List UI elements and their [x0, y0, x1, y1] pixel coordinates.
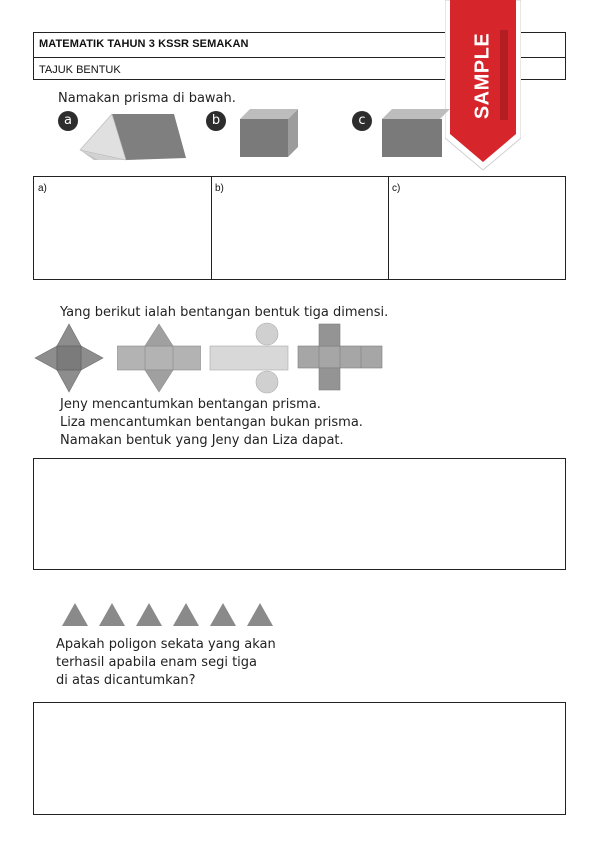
q1-answer-label-b: b) [215, 183, 224, 194]
triangle-shape [136, 603, 162, 626]
q1-table-divider-2 [388, 177, 389, 279]
q2-intro: Yang berikut ialah bentangan bentuk tiga dimensi. [60, 305, 389, 320]
net-cube [297, 322, 383, 392]
q1-answer-label-c: c) [392, 183, 401, 194]
q3-line-2: terhasil apabila enam segi tiga [56, 655, 257, 670]
q1-badge-a: a [58, 111, 78, 131]
triangle-shape [210, 603, 236, 626]
sample-ribbon [445, 0, 521, 172]
six-triangles-row [62, 603, 292, 629]
q1-prompt: Namakan prisma di bawah. [58, 91, 236, 106]
q1-table-divider-1 [211, 177, 212, 279]
triangle-shape [247, 603, 273, 626]
sample-ribbon-text-wrap [468, 30, 498, 122]
q2-answer-box[interactable] [33, 458, 566, 570]
triangle-shape [173, 603, 199, 626]
cuboid-figure [380, 107, 452, 159]
q1-badge-c: c [352, 111, 372, 131]
worksheet-title: MATEMATIK TAHUN 3 KSSR SEMAKAN [39, 38, 249, 50]
triangle-shape [99, 603, 125, 626]
q3-line-1: Apakah poligon sekata yang akan [56, 637, 276, 652]
net-square-pyramid [33, 322, 105, 394]
q1-answer-label-a: a) [38, 183, 47, 194]
triangular-prism-figure [78, 110, 188, 162]
q2-line-jeny: Jeny mencantumkan bentangan prisma. [60, 397, 321, 412]
q1-badge-b: b [206, 111, 226, 131]
q2-line-instruction: Namakan bentuk yang Jeny dan Liza dapat. [60, 433, 344, 448]
worksheet-topic: TAJUK BENTUK [39, 64, 121, 76]
q3-answer-box[interactable] [33, 702, 566, 815]
net-cylinder [209, 322, 289, 394]
cube-figure [238, 107, 300, 159]
triangle-shape [62, 603, 88, 626]
q1-answer-table [33, 176, 566, 280]
net-triangular-prism [117, 322, 201, 394]
q2-line-liza: Liza mencantumkan bentangan bukan prisma. [60, 415, 363, 430]
q3-line-3: di atas dicantumkan? [56, 673, 196, 688]
sample-ribbon-text: SAMPLE [471, 32, 494, 120]
